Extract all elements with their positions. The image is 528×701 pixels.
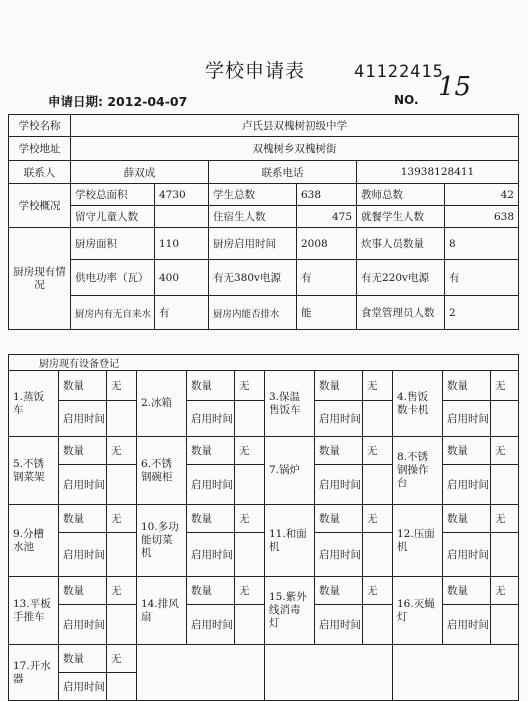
dining-label: 就餐学生人数 [357,206,445,228]
start-date-value [107,533,137,577]
equipment-name: 8.不锈钢操作台 [393,437,443,505]
teachers-value: 42 [445,184,519,206]
equipment-name: 17.开水器 [9,645,59,701]
empty-cell [265,645,393,701]
quantity-label: 数量 [443,371,491,401]
kitchen-area: 110 [155,228,209,260]
dining-value: 638 [445,206,519,228]
start-date-label: 启用时间 [443,465,491,505]
power-value: 400 [155,260,209,296]
power-label: 供电功率（瓦） [71,260,155,296]
equipment-body [9,355,519,701]
school-info-table [8,114,519,330]
equipment-section-label: 厨房现有设备登记 [9,355,519,371]
start-date-label: 启用时间 [315,605,363,645]
start-date-label: 启用时间 [187,533,235,577]
equipment-name: 5.不锈钢菜架 [9,437,59,505]
kitchen-year: 2008 [297,228,357,260]
quantity-label: 数量 [187,577,235,605]
contact-name: 薛双成 [71,161,209,184]
no-label: NO. [394,93,419,107]
equipment-name: 1.蒸饭车 [9,371,59,437]
start-date-label: 启用时间 [187,401,235,437]
quantity-label: 数量 [187,505,235,533]
start-date-value [363,605,393,645]
start-date-value [363,465,393,505]
quantity-value: 无 [363,371,393,401]
school-name: 卢氏县双槐树初级中学 [71,115,519,137]
quantity-label: 数量 [59,371,107,401]
kitchen-area-label: 厨房面积 [71,228,155,260]
handwritten-number: 15 [438,72,472,102]
start-date-label: 启用时间 [315,465,363,505]
start-date-label: 启用时间 [187,605,235,645]
quantity-label: 数量 [59,437,107,465]
quantity-value: 无 [107,437,137,465]
kitchen-year-label: 厨房启用时间 [209,228,297,260]
application-date [48,92,187,110]
quantity-label: 数量 [315,437,363,465]
quantity-value: 无 [491,371,519,401]
start-date-value [491,533,519,577]
quantity-label: 数量 [443,577,491,605]
start-date-value [107,465,137,505]
start-date-label: 启用时间 [59,533,107,577]
start-date-label: 启用时间 [59,673,107,701]
students-value: 638 [297,184,357,206]
date-label: 申请日期: [48,94,103,109]
school-address-label: 学校地址 [9,137,71,161]
quantity-label: 数量 [443,437,491,465]
v380-value: 有 [297,260,357,296]
teachers-label: 教师总数 [357,184,445,206]
equipment-name: 3.保温售饭车 [265,371,315,437]
start-date-value [107,673,137,701]
quantity-value: 无 [491,577,519,605]
quantity-label: 数量 [315,505,363,533]
form-title: 学校申请表 [205,60,306,82]
quantity-value: 无 [491,437,519,465]
quantity-value: 无 [107,505,137,533]
equipment-name: 13.平板手推车 [9,577,59,645]
overview-label: 学校概况 [9,184,71,228]
quantity-value: 无 [363,577,393,605]
quantity-label: 数量 [59,577,107,605]
equipment-name: 10.多功能切菜机 [137,505,187,577]
equipment-table [8,354,519,701]
quantity-value: 无 [107,371,137,401]
start-date-label: 启用时间 [315,401,363,437]
left-behind-label: 留守儿童人数 [71,206,155,228]
total-area-label: 学校总面积 [71,184,155,206]
school-name-label: 学校名称 [9,115,71,137]
start-date-label: 启用时间 [443,605,491,645]
boarding-value: 475 [297,206,357,228]
start-date-label: 启用时间 [187,465,235,505]
quantity-value: 无 [107,577,137,605]
quantity-value: 无 [235,505,265,533]
equipment-name: 9.分槽水池 [9,505,59,577]
quantity-label: 数量 [443,505,491,533]
start-date-value [235,605,265,645]
water-label: 厨房内有无自来水 [71,296,155,330]
quantity-label: 数量 [187,437,235,465]
students-label: 学生总数 [209,184,297,206]
start-date-label: 启用时间 [59,465,107,505]
total-area: 4730 [155,184,209,206]
quantity-label: 数量 [315,371,363,401]
start-date-value [235,533,265,577]
empty-cell [393,645,519,701]
date-value: 2012-04-07 [107,94,188,109]
start-date-value [491,401,519,437]
quantity-value: 无 [363,505,393,533]
water-value: 有 [155,296,209,330]
start-date-value [107,401,137,437]
quantity-value: 无 [107,645,137,673]
form-code: 41122415 [354,62,444,82]
quantity-value: 无 [491,505,519,533]
staff-value: 8 [445,228,519,260]
equipment-name: 12.压面机 [393,505,443,577]
equipment-name: 15.紫外线消毒灯 [265,577,315,645]
managers-value: 2 [445,296,519,330]
managers-label: 食堂管理员人数 [357,296,445,330]
start-date-value [235,465,265,505]
start-date-value [107,605,137,645]
drain-value: 能 [297,296,357,330]
quantity-label: 数量 [59,645,107,673]
drain-label: 厨房内能否排水 [209,296,297,330]
quantity-value: 无 [363,437,393,465]
start-date-value [235,401,265,437]
v220-value: 有 [445,260,519,296]
empty-cell [137,645,265,701]
v220-label: 有无220v电源 [357,260,445,296]
start-date-label: 启用时间 [443,533,491,577]
phone-label: 联系电话 [209,161,357,184]
staff-label: 炊事人员数量 [357,228,445,260]
equipment-name: 16.灭蝇灯 [393,577,443,645]
quantity-label: 数量 [187,371,235,401]
quantity-value: 无 [235,371,265,401]
school-address: 双槐树乡双槐树街 [71,137,519,161]
kitchen-label: 厨房现有情况 [9,228,71,330]
start-date-label: 启用时间 [443,401,491,437]
boarding-label: 住宿生人数 [209,206,297,228]
equipment-name: 2.冰箱 [137,371,187,437]
quantity-label: 数量 [59,505,107,533]
equipment-name: 7.锅炉 [265,437,315,505]
equipment-name: 14.排风扇 [137,577,187,645]
start-date-label: 启用时间 [315,533,363,577]
contact-label: 联系人 [9,161,71,184]
left-behind-value [155,206,209,228]
equipment-name: 4.售饭数卡机 [393,371,443,437]
start-date-label: 启用时间 [59,605,107,645]
equipment-name: 6.不锈钢碗柜 [137,437,187,505]
equipment-name: 11.和面机 [265,505,315,577]
start-date-label: 启用时间 [59,401,107,437]
quantity-value: 无 [235,437,265,465]
start-date-value [363,401,393,437]
start-date-value [363,533,393,577]
quantity-label: 数量 [315,577,363,605]
phone-value: 13938128411 [357,161,519,184]
start-date-value [491,465,519,505]
quantity-value: 无 [235,577,265,605]
start-date-value [491,605,519,645]
v380-label: 有无380v电源 [209,260,297,296]
